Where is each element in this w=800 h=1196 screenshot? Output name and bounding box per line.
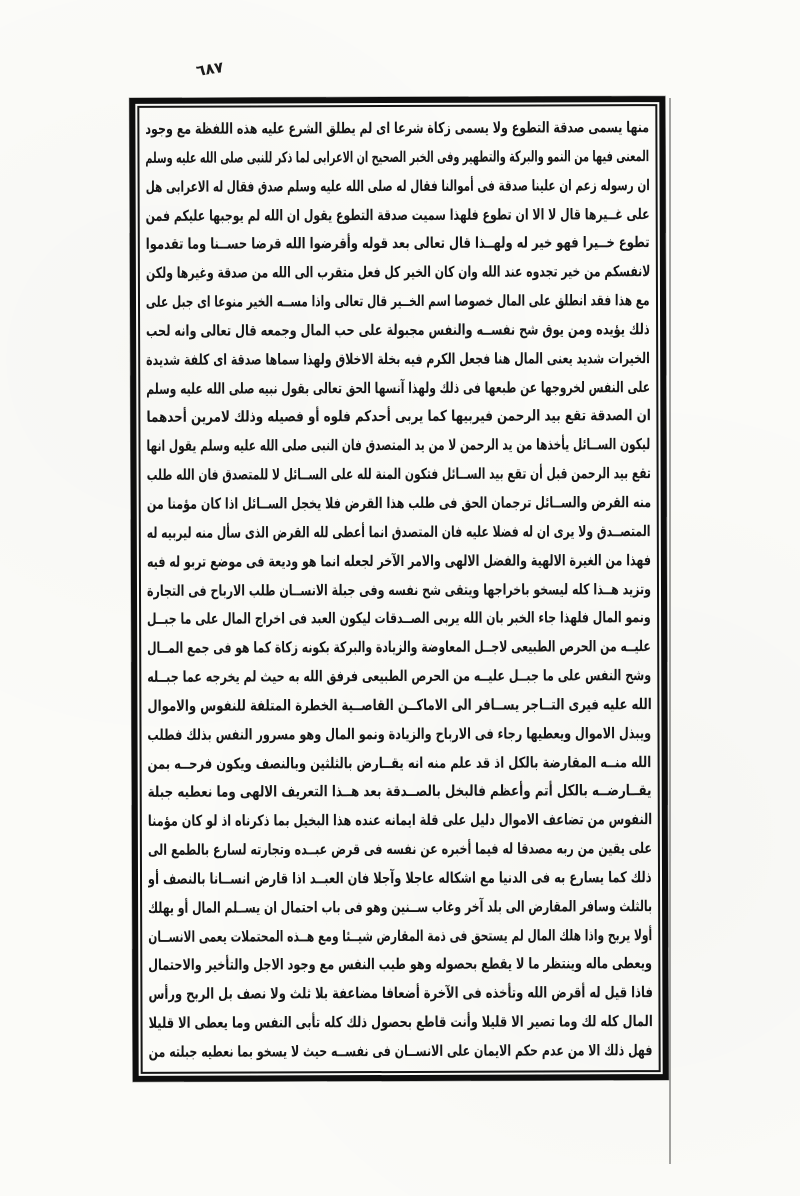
- inner-rule: [137, 104, 660, 1074]
- text-line: ونمو المال فلهذا جاء الخبر بان الله يربى الصــدقات ليكون العبد فى اخراج المال على ما جبــل: [147, 608, 652, 629]
- text-line: فهذا من الغيرة الالهية والفضل الالهى والامر الآخر لجعله انما هو وديعة فى موضع تربو له فيه: [146, 550, 651, 571]
- text-line: ان رسوله زعم ان علينا صدقة فى أموالنا فقال له صلى الله عليه وسلم صدق فقال له الاعرابى هل: [145, 175, 650, 196]
- text-line: تقع بيد الرحمن قبل أن تقع بيد الســائل فتكون المنة لله على الســائل لا للمتصدق فان الله طلب: [146, 464, 651, 485]
- text-line: ويبذل الاموال ويعطيها رجاء فى الارباح والزيادة ونمو المال وهو مسرور النفس بذلك فطلب: [147, 723, 652, 744]
- text-line: مع هذا فقد انطلق على المال خصوصا اسم الخــير قال تعالى واذا مســه الخير منوعا اى جبل على: [146, 291, 651, 311]
- text-line: ليكون الســائل يأخذها من يد الرحمن لا من يد المتصدق فان النبى صلى الله عليه وسلم يقول انها: [146, 435, 651, 456]
- text-block: [145, 113, 652, 1067]
- text-line: تطوع خــيرا فهو خير له ولهــذا قال تعالى بعد قوله وأقرضوا الله قرضا حســنا وما تقدموا: [145, 233, 650, 254]
- text-line: لانفسكم من خير تجدوه عند الله وان كان الخير كل فعل متقرب الى الله من صدقة وغيرها ولكن: [145, 262, 650, 283]
- text-line: ويعطى ماله وينتظر ما لا يقطع بحصوله وهو طيب النفس مع وجود الاجل والتأخير والاحتمال: [148, 954, 653, 975]
- ornamental-border: [129, 96, 668, 1082]
- text-line: فاذا قيل له أقرض الله وتأخذه فى الآخرة أضعافا مضاعفة بلا ثلث ولا نصف بل الربح ورأس: [148, 983, 653, 1004]
- text-line: على النفس لخروجها عن طبعها فى ذلك ولهذا آنسها الحق تعالى بقول نبيه صلى الله عليه وسلم: [146, 377, 651, 398]
- text-line: منه القرض والســائل ترجمان الحق فى طلب هذا القرض فلا يخجل الســائل اذا كان مؤمنا من: [146, 493, 651, 513]
- text-line: أولا يربح واذا هلك المال لم يستحق فى ذمة المقارض شيــئا ومع هــذه المحتملات يعمى الانســان: [148, 925, 653, 946]
- text-line: المعنى فيها من النمو والبركة والتطهير وفى الخبر الصحيح ان الاعرابى لما ذكر للنبى صلى الله عليه وسلم: [145, 146, 650, 167]
- text-line: بالثلث وسافر المقارض الى بلد آخر وغاب ســنين وهو فى باب احتمال ان يســلم المال أو يهلك: [148, 896, 653, 917]
- text-line: ذلك كما يسارع به فى الدنيا مع اشكاله عاجلا وآجلا فان العبــد اذا قارض انســانا بالنصف أو: [148, 868, 653, 888]
- text-line: يقــارضــه بالكل أتم وأعظم فالبخل بالصــدقة بعد هــذا التعريف الالهى وما نعطيه جبلة: [147, 781, 652, 802]
- text-line: الله عليه فيرى التــاجر يســافر الى الاماكــن القاصــية الخطرة المتلفة للنفوس والاموال: [147, 694, 652, 715]
- text-line: على غــيرها قال لا الا ان تطوع فلهذا سميت صدقة التطوع يقول ان الله لم يوجبها عليكم فمن: [145, 204, 650, 225]
- text-line: المتصــدق ولا يرى ان له فضلا عليه فان المتصدق انما أعطى لله القرض الذى سأل منه ليربيه له: [146, 521, 651, 542]
- text-line: النفوس من تضاعف الاموال دليل على قلة ايمانه عنده هذا البخيل بما ذكرناه اذ لو كان مؤمنا: [147, 810, 652, 831]
- text-line: عليــه من الحرص الطبيعى لاجــل المعاوضة والزيادة والبركة بكونه زكاة كما هو فى جمع المــال: [147, 637, 652, 658]
- text-line: ان الصدقة تقع بيد الرحمن فيربيها كما يربى أحدكم فلوه أو فصيله وذلك لامرين أحدهما: [145, 406, 651, 427]
- text-line: فهل ذلك الا من عدم حكم الايمان على الانســان فى نفســه حيث لا يسخو بما نعطيه جبلته من: [148, 1041, 653, 1061]
- text-line: المال كله لك وما تصير الا قليلا وأنت قاطع بحصول ذلك كله تأبى النفس وما يعطى الا قليلا: [148, 1012, 653, 1033]
- text-line: الخيرات شديد يعنى المال هنا فجعل الكرم فيه بخلة الاخلاق ولهذا سماها صدقة اى كلفة شديدة: [146, 348, 651, 369]
- text-line: وشح النفس على ما جبــل عليــه من الحرص الطبيعى فرفق الله به حيث لم يخرجه عما جبــله: [147, 666, 652, 686]
- text-line: على يقين من ربه مصدقا له فيما أخبره عن نفسه فى قرض عبــده وتجارته لسارع بالطمع الى: [147, 839, 652, 859]
- text-line: منها يسمى صدقة التطوع ولا يسمى زكاة شرعا اى لم يطلق الشرع عليه هذه اللفظة مع وجود: [145, 118, 650, 138]
- text-line: ذلك يؤيده ومن يوق شح نفســه والنفس مجبولة على حب المال وجمعه قال تعالى وانه لحب: [146, 320, 651, 340]
- page-number: ٦٨٧: [194, 57, 225, 81]
- text-line: وتزيد هــذا كله ليسخو باخراجها ويتقى شح نفسه وفى جبلة الانســان طلب الارباح فى التجارة: [146, 579, 652, 600]
- text-line: الله منــه المقارضة بالكل اذ قد علم منه انه يقــارض بالثلثين وبالنصف ويكون فرحــه بمن: [147, 752, 652, 773]
- page-edge-scan-line: [669, 98, 671, 1164]
